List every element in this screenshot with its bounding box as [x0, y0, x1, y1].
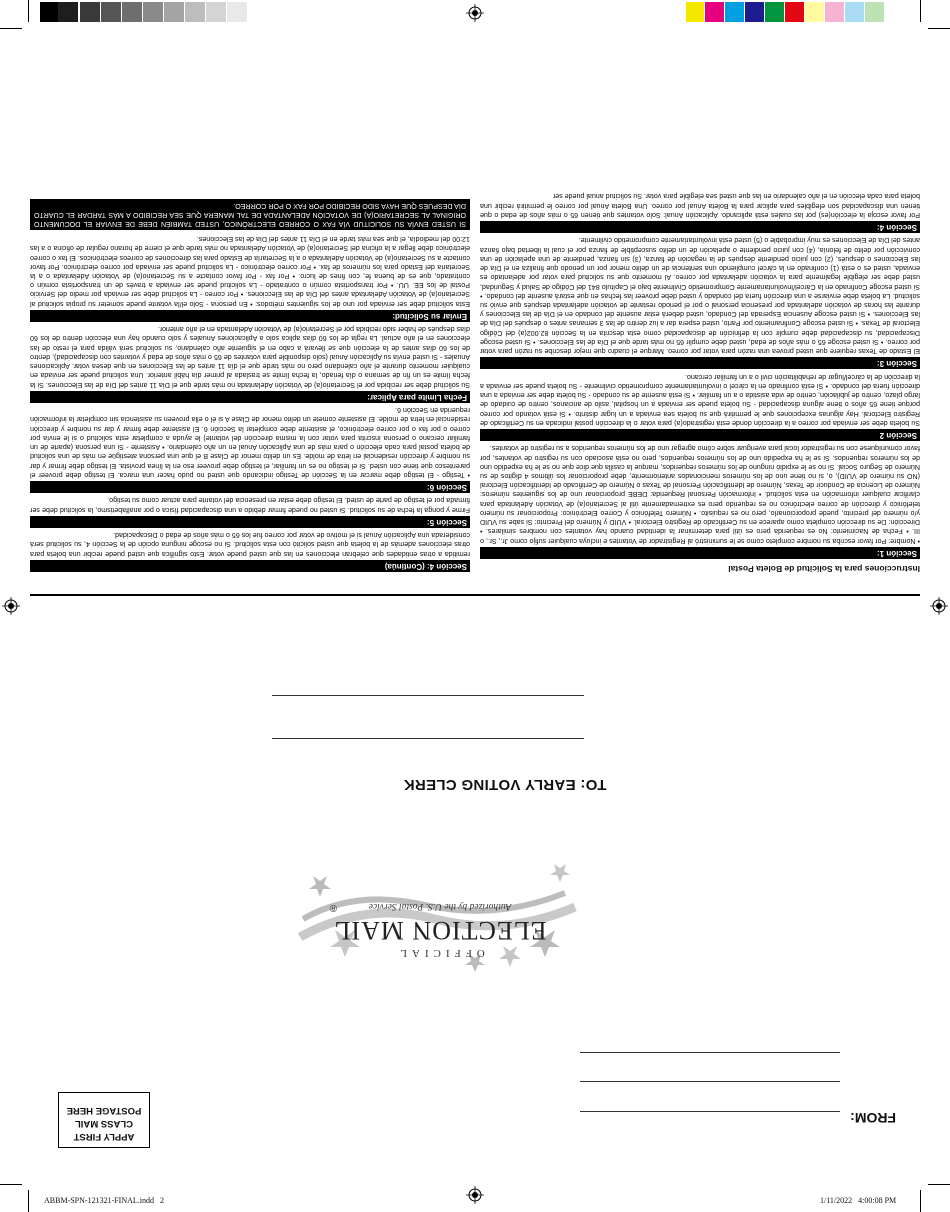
- to-address-line: [272, 738, 584, 739]
- election-mail-text: ELECTION MAIL: [333, 916, 547, 945]
- gray-swatch: [122, 2, 142, 22]
- submit-text: Esta solicitud debe ser enviada por uno de los siguientes métodos: • En persona - Solo el/la votante puede someter su propia solicitud al Secretario(a) de Votación Adelantada antes del Día de las Elecciones. • Por correo - La solicitud debe ser enviada por medio del Servicio Postal de los EE. UU. • Por transportista común o contratado - La solicitud puede ser enviada a través de un transportista común o contratado, que es de buena fe, con fines de lucro. • Por fax - Por favor contacte a su Secretario(a) de Votación Adelantada o a la Secretaría del Estado para los números de fax. • Por correo electrónico - La solicitud puede ser enviada por correo electrónico. Por favor contacte a su Secretario(a) de Votación Adelantada o a la Secretaría de Estado para las direcciones de correos electrónicos. El fax o correo electrónico debe llegar a la oficina del Secretario(a) de Votación Adelantada no más tarde que el cierre de horario regular de oficina o a las 12:00 del mediodía, el que sea más tarde en el Día 11 antes del Día de las Elecciones.: [30, 235, 470, 308]
- to-early-voting-clerk-label: TO: EARLY VOTING CLERK: [403, 776, 607, 793]
- section-4-continued-text: remitida a otras entidades que celebran elecciones en las que usted puede votar. Esto significa que usted puede recibir una boleta para otras elecciones además de la boleta que usted solicitó con esta solicitud. Si no escoge ninguna opción de la Sección 4, su solicitud será considerada una Aplicación Anual si el motivo de votar por correo fue los 65 o más años de edad o Discapacidad.: [30, 531, 470, 558]
- section-4-continued-header: Sección 4: (Continúa): [30, 560, 470, 572]
- crop-mark: [28, 0, 29, 22]
- gray-swatch: [143, 2, 163, 22]
- crop-mark: [28, 1190, 29, 1212]
- section-3-text: El Estado de Texas requiere que usted provea una razón para votar por correo. Marque el cuadro que mejor describe su razón para votar por correo. • Si usted escoge 65 o más años de edad, usted debe cumplir 65 no más tarde que el Día de las Elecciones. • Si usted escoge Discapacidad, su discapacidad debe cumplir con la definición de discapacidad como esta descrita en la Sección 82.002(a) del Código Electoral de Texas. • Si usted escoge Confinamiento por Parto, usted espera dar a luz dentro de las 3 semanas antes o después del Día de las Elecciones. • Si usted escoge Ausencia Esperada del Condado, usted deberá estar ausente del condado en el Día de las Elecciones y durante las horas de votación adelantada por presencia personal o por el periodo restante de votación adelantada después que envió su solicitud. La boleta debe enviarse a una dirección fuera del condado y usted debe proveer las fechas en que estará ausente del condado. • Si usted escoge Confinado en la Cárcel/Involuntariamente Comprometido Civilmente bajo el Capítulo 841 del Código de Salud y Seguridad, usted debe ser elegible legalmente para la votación adelantada por correo. Al momento que su solicitud para votar por adelantado es enviada, usted es o está (1) confinado en la cárcel cumpliendo una sentencia de un delito menor por un periodo que finaliza en el Día de las Elecciones o después, (2) con juicio pendiente después de la negación de fianza, (3) sin fianza, pendiente de una apelación de una convicción por delito de felonía, (4) con juicio pendiente o apelación de un delito susceptible de fianza por el cual la libertad bajo fianza antes del Día de Elecciones es muy improbable o (5) usted está involuntariamente comprometido civilmente.: [480, 236, 920, 356]
- gray-swatch: [101, 2, 121, 22]
- crop-mark: [0, 1184, 22, 1185]
- registration-mark-icon: [466, 4, 484, 22]
- section-2-text: Su boleta debe ser enviada por correo a la dirección donde está registrado(a) para votar o la dirección postal indicada en su Certificado de Registro Electoral. Hay algunas excepciones que le permitirá que su boleta sea enviada a un lugar distinto. • Si está votando por correo porque tiene 65 años o tiene alguna discapacidad - Su boleta puede ser enviada a un hospital, asilo de ancianos, centro de cuidado de largo plazo, centro de jubilación, centro de vida asistida o a un familiar. • Si está ausente de su condado - Su boleta debe ser enviada a una dirección fuera del condado. • Si está confinado en la cárcel o involuntariamente comprometido civilmente - Su boleta puede ser enviada a la dirección de la cárcel/lugar de rehabilitación civil o a un familiar cercano.: [480, 372, 920, 427]
- section-1-header: Sección 1:: [480, 547, 920, 559]
- from-label: FROM:: [850, 1110, 896, 1126]
- postage-line: CLASS MAIL: [74, 1118, 134, 1130]
- light-magenta-swatch: [825, 2, 844, 22]
- official-election-mail-logo: [295, 862, 585, 977]
- section-6-text: • Testigo - El testigo debe marcar en la Sección de Testigo indicando que usted no pudo hacer una marca. El testigo debe proveer el parentesco que tiene con usted. Si el testigo no es un familiar, el testigo debe proveer eso en la línea provista. El testigo debe firmar y dar su nombre y dirección residencial en letra de molde. Es un delito menor de Clase B el que una persona atestigüe en más de una solicitud de boleta postal para cada elección o para más de una Aplicación Anual en un año calendario. • Asistente - Si una persona (aparte de un familiar cercano o persona inscrita para votar con la misma dirección del votante) le ayuda a completar esta solicitud o si le envía por correo o por fax o por correo electrónico, el asistente debe completar la Sección 6. El asistente debe firmar y dar su nombre y dirección residencial en letra de molde. El asistente comete un delito menor de Clase A si él o ella proveen su asistencia sin completar la información requerida en Sección 6.: [30, 406, 470, 479]
- fold-line: [30, 594, 920, 596]
- gray-swatch: [40, 2, 58, 22]
- postage-line: APPLY FIRST: [73, 1131, 135, 1142]
- light-green-swatch: [865, 2, 884, 22]
- gray-swatch: [206, 2, 226, 22]
- crop-mark: [920, 0, 921, 22]
- gray-swatch: [80, 2, 100, 22]
- postage-box: [58, 1092, 150, 1148]
- gray-swatch: [58, 2, 78, 22]
- fax-email-warning: SI USTED ENVÍA SU SOLICITUD VÍA FAX O CORREO ELECTRÓNICO, USTED TAMBIÉN DEBE DE ENVIAR EL DOCUMENTO ORIGINAL AL SECRETARIO(A) DE VOTACIÓN ADELANTADA DE TAL MANERA QUE SEA RECIBIDO A MÁS TARDAR EL CUARTO DÍA DESPUÉS QUE HAYA SIDO RECIBIDO POR FAX O POR CORREO.: [30, 199, 470, 230]
- light-cyan-swatch: [845, 2, 864, 22]
- deadline-header: Fecha Límite para Aplicar:: [30, 391, 470, 403]
- from-address-line: [580, 1111, 840, 1112]
- crop-mark: [928, 1184, 950, 1185]
- section-2-header: Sección 2: [480, 429, 920, 441]
- instructions-column-right: [30, 199, 470, 574]
- blue-swatch: [745, 2, 764, 22]
- instructions-column-left: [480, 189, 920, 574]
- slug-filename: ABBM-SPN-121321-FINAL.indd 2: [44, 1196, 165, 1205]
- registration-mark-icon: [930, 597, 948, 615]
- registered-mark: ®: [329, 902, 337, 913]
- section-4-header: Sección 4:: [480, 221, 920, 233]
- gray-swatch: [185, 2, 205, 22]
- instructions-title: Instrucciones para la Solicitud de Boleta Postal: [728, 564, 920, 574]
- to-address-line: [272, 695, 584, 696]
- section-5-text: Firme y ponga la fecha de su solicitud. Si usted no puede firmar debido a una discapacidad física o por analfabetismo, la solicitud debe ser firmada por el testigo de parte de usted. El testigo debe estar en presencia del votante para actuar como su testigo.: [30, 496, 470, 514]
- from-address-line: [580, 1081, 840, 1082]
- postage-line: POSTAGE HERE: [66, 1105, 142, 1117]
- deadline-text: Su solicitud debe ser recibida por el Secretario(a) de Votación Adelantada no más tarde que el Día 11 antes del Día de las Elecciones. Si la fecha límite es un fin de semana o día feriado, la fecha límite se traslada al primer día hábil anterior. Una solicitud puede ser enviada en cualquier momento durante el año calendario pero no más tarde que el día 11 antes de las Elecciones en que desea votar. Aplicaciones Anuales - Si usted envía su Aplicación Anual (solo disponible para votantes de 65 o más años de edad y votantes con discapacidad), dentro de los 60 días antes de la elección que se llevará a cabo en el siguiente año calendario, su solicitud será válida para el resto de las elecciones en el año actual. La regla de los 60 días aplica solo a Aplicaciones Anuales y solo cuando hay una elección dentro de los 60 días después de haber sido recibida por el Secretario(a) de Votación Adelantada en el año anterior.: [30, 325, 470, 389]
- green-swatch: [765, 2, 784, 22]
- registration-mark-icon: [2, 597, 20, 615]
- from-address-line: [580, 1052, 840, 1053]
- section-1-text: • Nombre: Por favor escriba su nombre completo como se le suministró al Registrador de Votantes e incluya cualquier sufijo como Jr., Sr., o III. • Fecha de Nacimiento: No es requerida pero es útil para determinar la identidad cuando hay votantes con nombres similares. • Dirección: De su dirección completa como aparece en su Certificado de Registro Electoral. • VUID y Número del Precinto: Si sabe su VUID y/o número del precinto, puede proporcionarlo, pero no es requisito. • Número Telefónico y Correo Electrónico: Proporcionar su número telefónico y dirección de correo electrónico no es requerido pero es extremadamente útil al Secretario(a) de Votación Adelantada para clarificar cualquier información en esta solicitud. • Información Personal Requerida: DEBE proporcionar uno de los siguientes números: Número de Licencia de Conducir de Texas, Número de Identificación Personal de Texas o Número de Certificado de Identificación Electoral (NO su número de VUID), o, si no tiene uno de los números mencionados anteriormente, debe proporcionar los últimos 4 dígitos de su Número de Seguro Social. Si no se le expidió ninguno de los números requeridos, marque la casilla que dice que no se le ha expedido uno de los números requeridos. Si se le ha expedido uno de los números requeridos, pero no está asociado con su registro de votantes, por favor comuníquese con su registrador local para averiguar sobre cómo agregar uno de los números requeridos a su registro de votantes.: [480, 444, 920, 545]
- section-3-header: Sección 3:: [480, 357, 920, 369]
- magenta-swatch: [705, 2, 724, 22]
- section-6-header: Sección 6:: [30, 481, 470, 493]
- cyan-swatch: [725, 2, 744, 22]
- section-4-text: Por favor escoja la elección(es) por las cuales está aplicando. Aplicación Anual: Solo votantes que tienen 65 o más años de edad o que tienen una discapacidad son elegibles para aplicar para la Boleta Anual por correo. Una Boleta Anual por correo le permitirá recibir una boleta para cada elección en el año calendario en las que usted sea elegible para votar. Su solicitud anual puede ser: [480, 192, 920, 219]
- official-text: OFFICIAL: [395, 947, 485, 959]
- authorized-usps-text: Authorized by the U.S. Postal Service: [368, 901, 512, 911]
- gray-swatch: [227, 2, 247, 22]
- registration-mark-icon: [466, 1186, 484, 1204]
- instructions-panel: [0, 28, 950, 584]
- gray-swatch: [164, 2, 184, 22]
- submit-header: Enviar su Solicitud:: [30, 310, 470, 322]
- red-swatch: [785, 2, 804, 22]
- section-5-header: Sección 5:: [30, 516, 470, 528]
- light-yellow-swatch: [805, 2, 824, 22]
- slug-datetime: 1/11/2022 4:00:08 PM: [820, 1196, 897, 1205]
- crop-mark: [920, 1190, 921, 1212]
- yellow-swatch: [686, 2, 704, 22]
